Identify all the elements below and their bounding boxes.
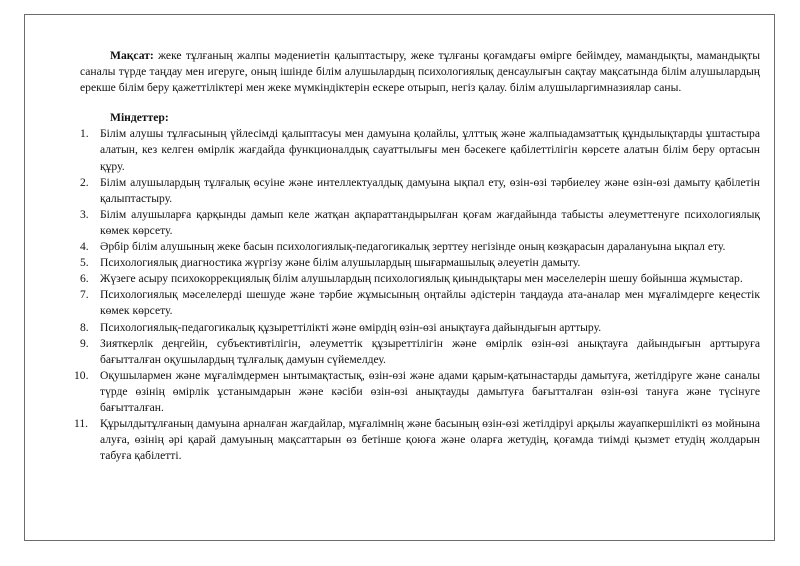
task-number: 11. [74,417,89,431]
task-text: Психологиялық-педагогикалық құзыреттілікті және өмірдің өзін-өзі анықтауға дайындығын арттыру. [100,320,602,334]
task-item-6 [80,271,760,287]
task-item-11 [74,416,760,464]
document-body [74,48,760,464]
task-item-5 [80,255,760,271]
tasks-list [74,126,760,464]
task-number: 7. [80,288,89,302]
task-item-8 [80,320,760,336]
task-item-4 [80,239,760,255]
task-item-10 [74,368,760,416]
task-text: Зияткерлік деңгейін, субъективтілігін, әлеуметтік құзыреттілігін және өмірлік өзін-өзі анықтауға дайындығын арттыруға бағытталған оқушылардың тұлғалық дамуын сүйемелдеу. [100,336,760,366]
tasks-heading: Міндеттер: [110,111,169,125]
purpose-label: Мақсат: [110,49,154,62]
task-item-2 [80,175,760,207]
task-number: 4. [80,240,89,254]
task-text: Жүзеге асыру психокоррекциялық білім алушылардың психологиялық қиындықтары мен мәселелерін шешу бойынша жұмыстар. [100,272,743,286]
task-number: 3. [80,207,89,221]
purpose-paragraph [80,48,760,96]
task-number: 6. [80,272,89,286]
task-number: 1. [80,127,89,141]
task-number: 5. [80,256,89,270]
task-text: Білім алушылардың тұлғалық өсуіне және интеллектуалдық дамуына ықпал ету, өзін-өзі тәрбиелеу және өзін-өзі дамыту қабілетін қалыптастыру. [100,175,760,205]
task-text: Психологиялық мәселелерді шешуде және тәрбие жұмысының оңтайлы әдістерін таңдауда ата-аналар мен мұғалімдерге кеңестік көмек көрсету. [100,288,760,318]
task-item-3 [80,207,760,239]
task-number: 8. [80,320,89,334]
task-text: Құрылдытұлғаның дамуына арналған жағдайлар, мұғалімнің және басының өзін-өзі жетілдіруі арқылы жауапкершілікті өз мойнына алуға, өзінің әрі қарай дамуының мақсаттарын өз бетінше қоюға және оларға жетудің, қоғамда тиімді қызмет етудің жолдарын табуға қабілетті. [100,417,760,463]
task-item-9 [80,336,760,368]
task-text: Әрбір білім алушының жеке басын психологиялық-педагогикалық зерттеу негізінде оның көзқарасын даралануына ықпал ету. [100,240,726,254]
purpose-text: жеке тұлғаның жалпы мәдениетін қалыптастыру, жеке тұлғаны қоғамдағы өмірге бейімдеу, мамандықты, мамандықты саналы түрде таңдау мен игеруге, оның ішінде білім алушылардың психологиялық денсаулығын сақтау мақсатында білім алушылардың ерекше білім беру қажеттіліктері мен жеке мүмкіндіктерін ескере отырып, негіз қалау. білім алушыларгимназиялар саны. [80,49,760,95]
task-text: Білім алушыларға қарқынды дамып келе жатқан ақпараттандырылған қоғам жағдайында табысты әлеуметтенуге психологиялық көмек көрсету. [100,207,760,237]
task-number: 9. [80,336,89,350]
task-number: 2. [80,175,89,189]
task-text: Білім алушы тұлғасының үйлесімді қалыптасуы мен дамуына қолайлы, ұлттық және жалпыадамзаттық құндылықтарды ұштастыра алатын, кез келген өмірлік жағдайда функционалдық сауаттылығы мен бәсекеге қабілеттілігін көрсете алатын білім беру ортасын құру. [100,127,760,173]
task-number: 10. [74,368,89,382]
task-text: Оқушылармен және мұғалімдермен ынтымақтастық, өзін-өзі және адами қарым-қатынастарды дамытуға, жетілдіруге және саналы түрде өзінің өмірлік ұстанымдарын және кәсіби өзін-өзі анықтауды дамытуға бағытталған өзін-өзі тануға және түсінуге бағытталған. [100,368,760,414]
task-text: Психологиялық диагностика жүргізу және білім алушылардың шығармашылық әлеуетін дамыту. [100,256,581,270]
task-item-7 [80,287,760,319]
task-item-1 [80,126,760,174]
